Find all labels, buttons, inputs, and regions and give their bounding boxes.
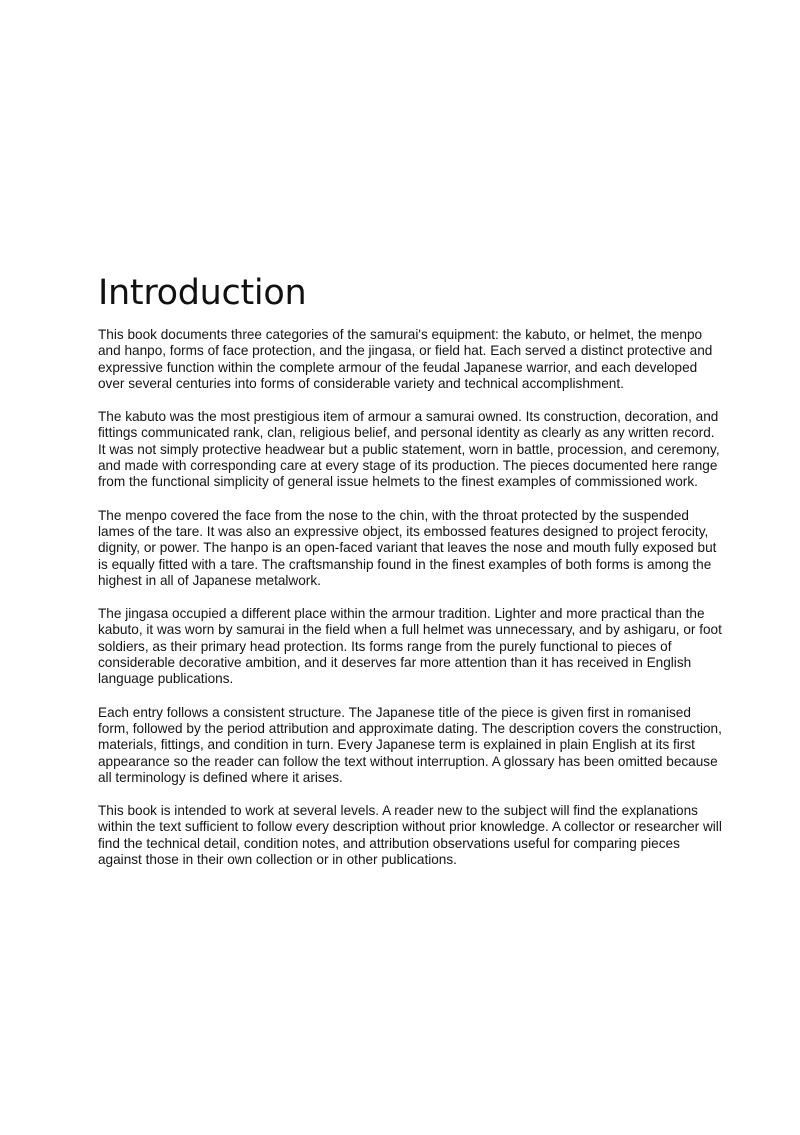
paragraph-6: This book is intended to work at several levels. A reader new to the subject will find the explanations within the text sufficient to follow every description without prior knowledge. A collector or researcher will find the technical detail, condition notes, and attribution observations useful for comparing pieces against those in their own collection or in other publications. <box>98 803 722 868</box>
paragraph-3: The menpo covered the face from the nose to the chin, with the throat protected by the suspended lames of the tare. It was also an expressive object, its embossed features designed to project ferocity, dignity, or power. The hanpo is an open-faced variant that leaves the nose and mouth fully exposed but is equally fitted with a tare. The craftsmanship found in the finest examples of both forms is among the highest in all of Japanese metalwork. <box>98 507 717 588</box>
paragraph-5: Each entry follows a consistent structure. The Japanese title of the piece is given first in romanised form, followed by the period attribution and approximate dating. The description covers the construction, materials, fittings, and condition in turn. Every Japanese term is explained in plain English at its first appearance so the reader can follow the text without interruption. A glossary has been omitted because all terminology is defined where it arises. <box>98 704 722 785</box>
paragraph-2: The kabuto was the most prestigious item of armour a samurai owned. Its construction, decoration, and fittings communicated rank, clan, religious belief, and personal identity as clearly as any written record. It was not simply protective headwear but a public statement, worn in battle, procession, and ceremony, and made with corresponding care at every stage of its production. The pieces documented here range from the functional simplicity of general issue helmets to the finest examples of commissioned work. <box>98 409 720 490</box>
document-page <box>98 272 724 885</box>
paragraph-1: This book documents three categories of the samurai's equipment: the kabuto, or helmet, the menpo and hanpo, forms of face protection, and the jingasa, or field hat. Each served a distinct protective and expressive function within the complete armour of the feudal Japanese warrior, and each developed over several centuries into forms of considerable variety and technical accomplishment. <box>98 327 713 391</box>
page-title: Introduction <box>98 273 307 313</box>
paragraph-4: The jingasa occupied a different place within the armour tradition. Lighter and more practical than the kabuto, it was worn by samurai in the field when a full helmet was unnecessary, and by ashigaru, or foot soldiers, as their primary head protection. Its forms range from the purely functional to pieces of considerable decorative ambition, and it deserves far more attention than it has received in English language publications. <box>98 606 722 687</box>
